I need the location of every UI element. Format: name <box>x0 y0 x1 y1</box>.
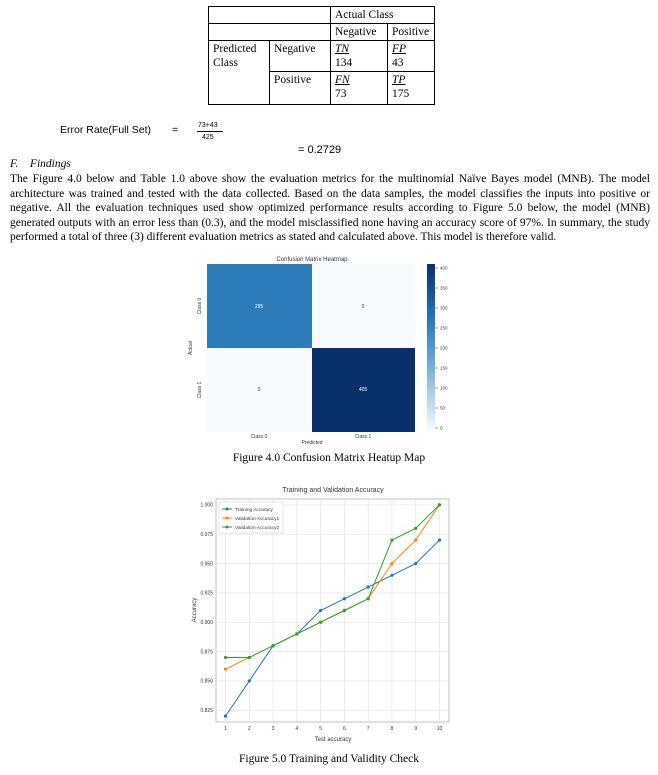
colorbar-tick-label: 50 <box>440 405 446 411</box>
heatmap-xtick-1: Class 1 <box>354 434 372 440</box>
y-tick-label: 0.950 <box>200 561 213 568</box>
line-chart-ylabel: Accuracy <box>192 597 198 623</box>
series-1-point <box>414 562 417 565</box>
confusion-table <box>208 6 435 105</box>
legend-label: Validation Accuracy2 <box>235 525 280 531</box>
y-tick-label: 0.825 <box>200 708 213 715</box>
row-negative: Negative <box>270 41 331 72</box>
heading-text: Findings <box>29 158 71 170</box>
series-2-point <box>224 668 227 671</box>
heatmap-caption: Figure 4.0 Confusion Matrix Heatup Map <box>232 452 426 464</box>
col-negative: Negative <box>331 24 388 41</box>
tn-label: TN <box>335 43 350 55</box>
series-3-point <box>414 527 417 530</box>
predicted-class-label <box>209 41 270 105</box>
error-rate-numerator: 73+43 <box>198 122 218 129</box>
heatmap-ytick-1: Class 1 <box>197 381 203 399</box>
accuracy-line-chart <box>190 482 450 744</box>
fp-value: 43 <box>392 57 404 69</box>
line-chart-caption: Figure 5.0 Training and Validity Check <box>239 753 419 765</box>
colorbar-tick-label: 150 <box>440 365 448 371</box>
heatmap-value-1-0: 0 <box>257 387 261 393</box>
series-3-point <box>295 632 298 635</box>
series-3-point <box>438 503 441 506</box>
y-tick-label: 0.975 <box>200 532 213 539</box>
heatmap-value-1-1: 405 <box>358 387 368 393</box>
x-tick-label: 7 <box>366 726 370 732</box>
error-rate-equals: = <box>172 124 179 136</box>
colorbar-tick-label: 250 <box>440 325 448 331</box>
series-3-point <box>248 656 251 659</box>
x-tick-label: 10 <box>436 726 443 732</box>
colorbar-tick-label: 0 <box>440 425 443 431</box>
predicted-label: Predicted <box>213 43 257 55</box>
heatmap-value-0-0: 295 <box>254 304 264 310</box>
legend-marker <box>226 517 229 520</box>
line-chart-xlabel: Test accuracy <box>314 737 352 743</box>
tn-value: 134 <box>335 57 353 69</box>
error-rate-result: = 0.2729 <box>298 144 342 156</box>
y-tick-label: 0.850 <box>200 678 213 685</box>
heatmap-xtick-0: Class 0 <box>250 434 268 440</box>
x-tick-label: 8 <box>390 726 394 732</box>
fn-value: 73 <box>335 88 347 100</box>
colorbar-tick-label: 300 <box>440 305 448 311</box>
error-rate-label: Error Rate(Full Set) <box>60 124 152 136</box>
fp-label: FP <box>392 43 407 55</box>
col-positive: Positive <box>388 24 435 41</box>
y-tick-label: 0.925 <box>200 590 213 597</box>
x-tick-label: 9 <box>414 726 418 732</box>
legend-marker <box>226 508 229 511</box>
cell-fn <box>331 72 388 105</box>
tp-label: TP <box>392 74 406 86</box>
series-1-point <box>248 679 251 682</box>
colorbar-ticks <box>435 266 448 431</box>
findings-paragraph: The Figure 4.0 below and Table 1.0 above show the evaluation metrics for the multinomial Naïve Bayes model (MNB). The model architecture was trained and tested with the data collected. Based on the data samples, the model classifies the inputs into positive or negative. All the evaluation techniques used show optimized performance results according to Figure 5.0 below, the model (MNB) generated outputs with an error less than (0.3), and the model misclassified none having an accuracy score of 97%. In summary, the study performed a total of three (3) different evaluation metrics as stated and calculated above. This model is therefore valid. <box>10 173 650 244</box>
y-tick-label: 0.900 <box>200 620 213 627</box>
table-corner <box>209 7 331 24</box>
row-positive: Positive <box>270 72 331 105</box>
y-tick-label: 1.000 <box>200 502 213 509</box>
confusion-heatmap <box>176 254 466 444</box>
heatmap-ylabel: Actual <box>188 341 194 355</box>
legend-marker <box>226 526 229 529</box>
series-3-point <box>224 656 227 659</box>
table-corner-2 <box>209 24 331 41</box>
x-tick-label: 5 <box>319 726 323 732</box>
fraction-bar <box>197 131 223 132</box>
section-heading <box>10 158 71 170</box>
series-3-point <box>390 538 393 541</box>
series-1-point <box>390 574 393 577</box>
colorbar-tick-label: 400 <box>440 265 448 271</box>
heatmap-colorbar <box>427 264 435 430</box>
heatmap-value-0-1: 0 <box>361 304 365 310</box>
series-2-point <box>390 562 393 565</box>
error-rate-denominator: 425 <box>202 134 214 141</box>
series-3-point <box>343 609 346 612</box>
series-1-point <box>224 715 227 718</box>
colorbar-tick-label: 100 <box>440 385 448 391</box>
series-1-point <box>438 538 441 541</box>
actual-class-header: Actual Class <box>331 7 435 24</box>
cell-tn <box>331 41 388 72</box>
legend-label: Training Accuracy <box>235 507 273 513</box>
legend-label: Validation Accuracy1 <box>235 516 280 522</box>
heading-letter: F. <box>10 158 19 170</box>
cell-tp <box>388 72 435 105</box>
x-tick-label: 1 <box>224 726 227 732</box>
tp-value: 175 <box>392 88 410 100</box>
heatmap-xlabel: Predicted <box>301 440 323 444</box>
series-3-point <box>271 644 274 647</box>
heatmap-title: Confusion Matrix Heatmap <box>276 257 348 263</box>
series-1-point <box>319 609 322 612</box>
line-chart-title: Training and Validation Accuracy <box>282 487 384 494</box>
y-tick-label: 0.875 <box>200 649 213 656</box>
series-3-point <box>319 621 322 624</box>
series-1-point <box>343 597 346 600</box>
heatmap-ytick-0: Class 0 <box>197 297 203 315</box>
x-tick-label: 6 <box>342 726 346 732</box>
colorbar-tick-label: 350 <box>440 285 448 291</box>
fn-label: FN <box>335 74 350 86</box>
x-tick-label: 3 <box>271 726 275 732</box>
colorbar-tick-label: 200 <box>440 345 448 351</box>
series-3-point <box>367 597 370 600</box>
series-1-point <box>367 585 370 588</box>
x-tick-label: 2 <box>247 726 251 732</box>
cell-fp <box>388 41 435 72</box>
class-label: Class <box>213 57 238 69</box>
x-tick-label: 4 <box>295 726 299 732</box>
series-2-point <box>414 538 417 541</box>
line-chart-legend <box>219 502 283 533</box>
